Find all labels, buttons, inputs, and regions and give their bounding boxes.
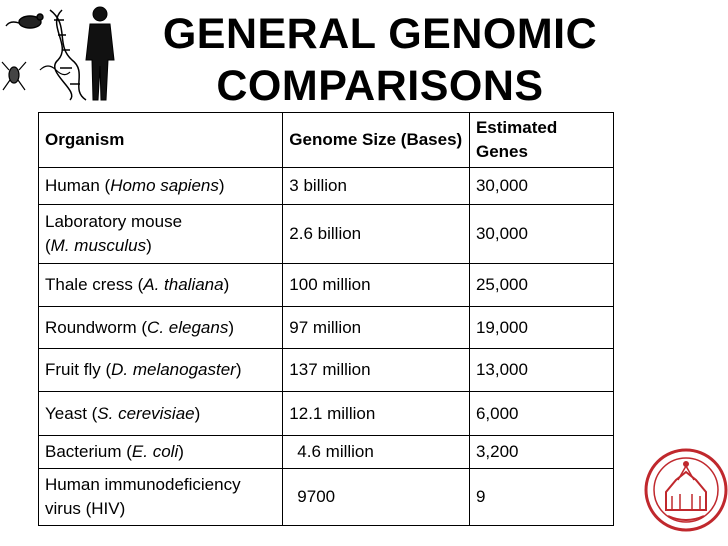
page-title <box>120 8 640 112</box>
genome-size-cell: 9700 <box>283 469 470 526</box>
organism-cell: Thale cress (A. thaliana) <box>39 264 283 307</box>
header-estimated-genes: Estimated Genes <box>469 113 613 168</box>
genes-cell: 19,000 <box>469 307 613 349</box>
genome-size-cell: 100 million <box>283 264 470 307</box>
title-line-2: COMPARISONS <box>216 62 544 110</box>
organism-cell: Yeast (S. cerevisiae) <box>39 392 283 436</box>
table-row <box>39 392 614 436</box>
genes-cell: 3,200 <box>469 436 613 469</box>
genes-cell: 25,000 <box>469 264 613 307</box>
genome-comparison-table <box>38 112 614 526</box>
organism-cell: Roundworm (C. elegans) <box>39 307 283 349</box>
university-seal-logo <box>638 432 728 546</box>
dna-helix-icon <box>50 10 86 100</box>
table-row <box>39 349 614 392</box>
organisms-illustration <box>0 0 128 112</box>
genes-cell: 30,000 <box>469 168 613 205</box>
genome-size-cell: 12.1 million <box>283 392 470 436</box>
genes-cell: 9 <box>469 469 613 526</box>
table-row <box>39 307 614 349</box>
header-genome-size: Genome Size (Bases) <box>283 113 470 168</box>
table-header-row <box>39 113 614 168</box>
genome-size-cell: 3 billion <box>283 168 470 205</box>
organism-cell: Human (Homo sapiens) <box>39 168 283 205</box>
genome-size-cell: 4.6 million <box>283 436 470 469</box>
table-row <box>39 168 614 205</box>
human-figure-icon <box>86 7 114 100</box>
fly-icon <box>2 62 26 90</box>
table-row <box>39 436 614 469</box>
table-row <box>39 205 614 264</box>
organism-cell: Human immunodeficiency virus (HIV) <box>39 469 283 526</box>
table-row <box>39 264 614 307</box>
mouse-icon <box>6 14 43 28</box>
genome-size-cell: 2.6 billion <box>283 205 470 264</box>
genes-cell: 13,000 <box>469 349 613 392</box>
header-organism: Organism <box>39 113 283 168</box>
genome-size-cell: 137 million <box>283 349 470 392</box>
title-line-1: GENERAL GENOMIC <box>162 10 598 58</box>
organism-cell: Fruit fly (D. melanogaster) <box>39 349 283 392</box>
genes-cell: 6,000 <box>469 392 613 436</box>
genes-cell: 30,000 <box>469 205 613 264</box>
organism-cell: Bacterium (E. coli) <box>39 436 283 469</box>
organism-cell: Laboratory mouse (M. musculus) <box>39 205 283 264</box>
table-row <box>39 469 614 526</box>
genome-size-cell: 97 million <box>283 307 470 349</box>
